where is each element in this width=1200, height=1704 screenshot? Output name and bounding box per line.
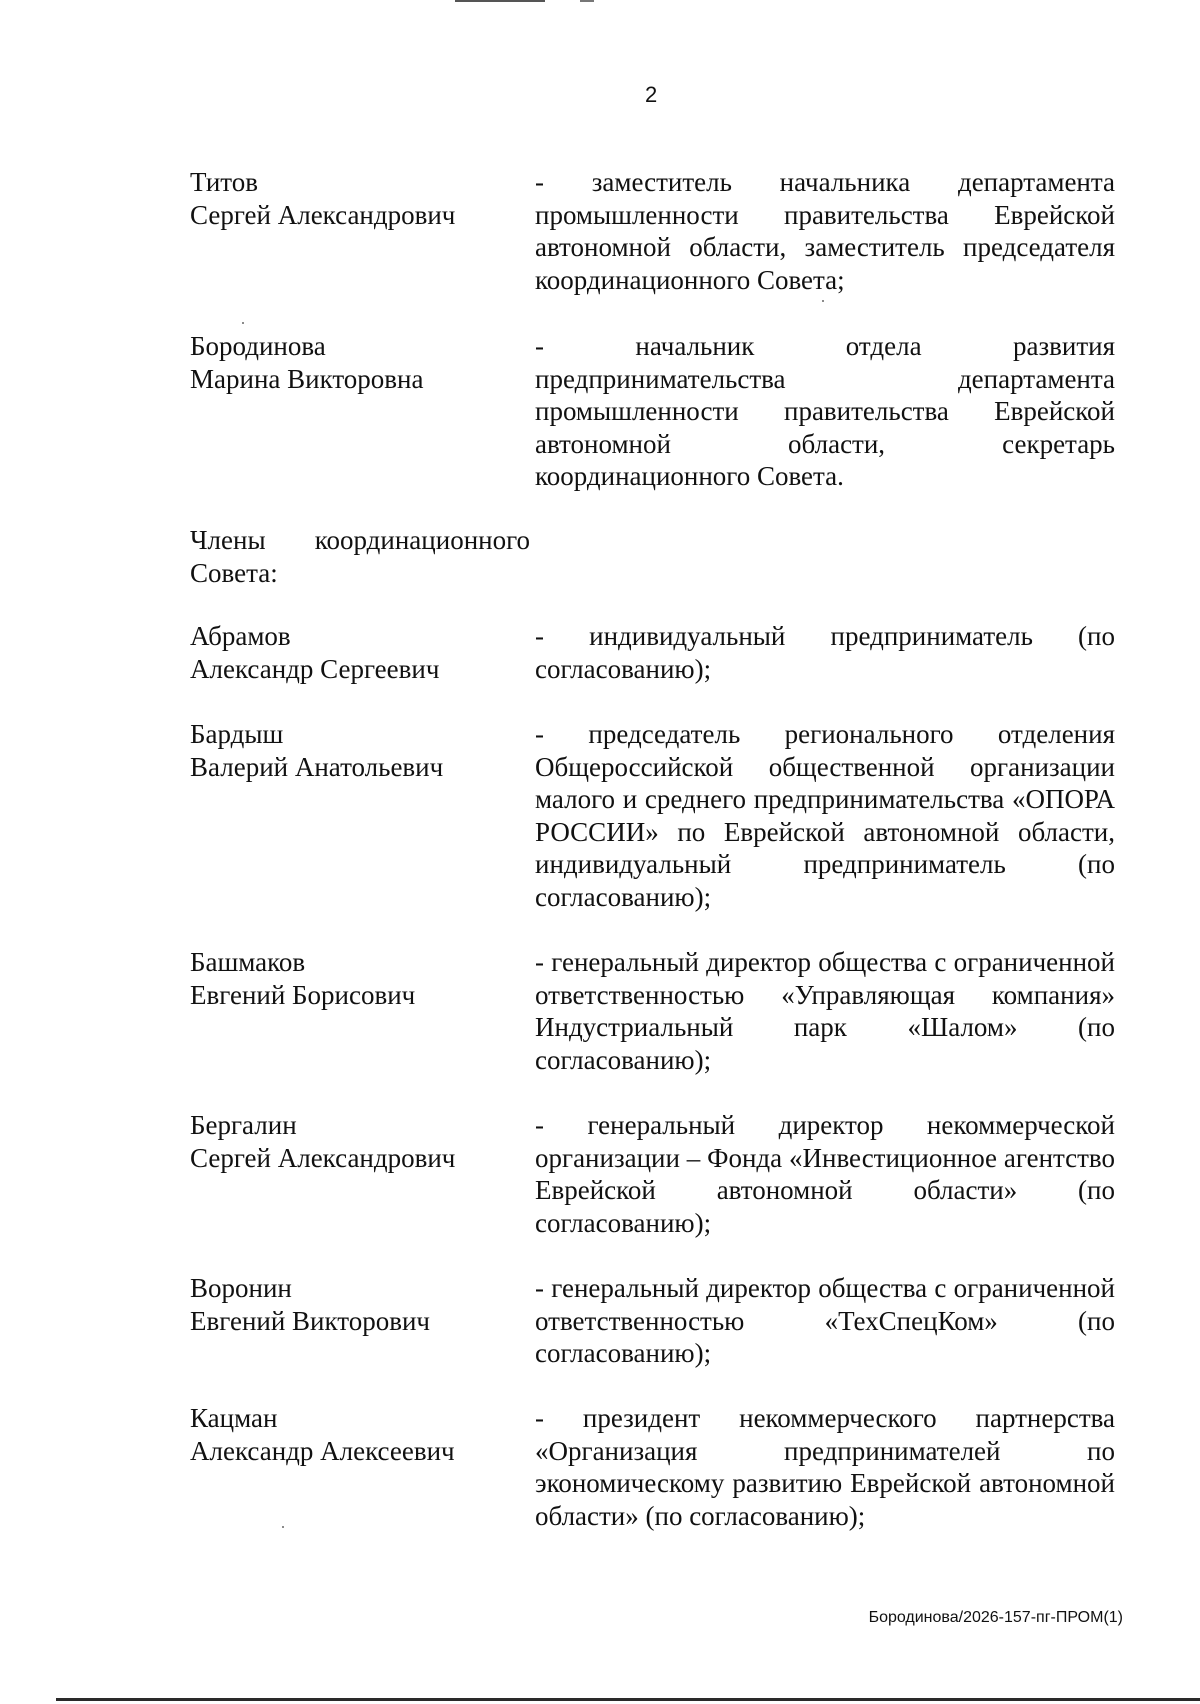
person-role: - заместитель начальника департамента промышленности правительства Еврейской автономной области, заместитель председателя координационного Совета; [535,167,1115,295]
page-number: 2 [645,82,658,107]
person-name [190,166,520,231]
person-role: - генеральный директор некоммерческой организации – Фонда «Инвестиционное агентство Еврейской автономной области» (по согласованию); [535,1110,1115,1238]
person-surname: Бородинова [190,331,326,361]
person-given-names: Сергей Александрович [190,199,456,230]
person-given-names: Александр Алексеевич [190,1435,455,1466]
person-given-names: Александр Сергеевич [190,653,440,684]
person-surname: Кацман [190,1403,278,1433]
scan-edge-line [56,1698,1200,1701]
person-name [190,620,520,685]
person-given-names: Сергей Александрович [190,1142,456,1173]
person-given-names: Евгений Викторович [190,1305,430,1336]
person-surname: Воронин [190,1273,292,1303]
person-name [190,1402,520,1467]
person-role: - президент некоммерческого партнерства «Организация предпринимателей по экономическому развитию Еврейской автономной области» (по согласованию); [535,1403,1115,1531]
scan-speck [242,322,244,324]
scan-speck [822,300,824,302]
person-role: - индивидуальный предприниматель (по согласованию); [535,621,1115,684]
person-role: - начальник отдела развития предпринимательства департамента промышленности правительства Еврейской автономной области, секретарь координационного Совета. [535,331,1115,491]
scan-artifact-top-small [580,0,594,2]
person-surname: Башмаков [190,947,306,977]
person-name [190,946,520,1011]
scan-artifact-top [455,0,545,2]
person-name [190,1272,520,1337]
person-surname: Абрамов [190,621,291,651]
person-role: - председатель регионального отделения Общероссийской общественной организации малого и среднего предпринимательства «ОПОРА РОССИИ» по Еврейской автономной области, индивидуальный предприниматель (по согласованию); [535,719,1115,912]
person-given-names: Валерий Анатольевич [190,751,444,782]
person-role: - генеральный директор общества с ограниченной ответственностью «Управляющая компания» Индустриальный парк «Шалом» (по согласованию); [535,947,1115,1075]
person-given-names: Евгений Борисович [190,979,416,1010]
document-code: Бородинова/2026-157-пг-ПРОМ(1) [868,1609,1123,1626]
scan-speck [282,1526,284,1528]
person-surname: Бергалин [190,1110,297,1140]
person-role: - генеральный директор общества с ограниченной ответственностью «ТехСпецКом» (по согласованию); [535,1273,1115,1368]
person-name [190,718,520,783]
person-given-names: Марина Викторовна [190,363,424,394]
person-surname: Бардыш [190,719,284,749]
person-name [190,330,520,395]
members-heading: Члены координационного Совета: [190,525,530,588]
person-name [190,1109,520,1174]
person-surname: Титов [190,167,258,197]
